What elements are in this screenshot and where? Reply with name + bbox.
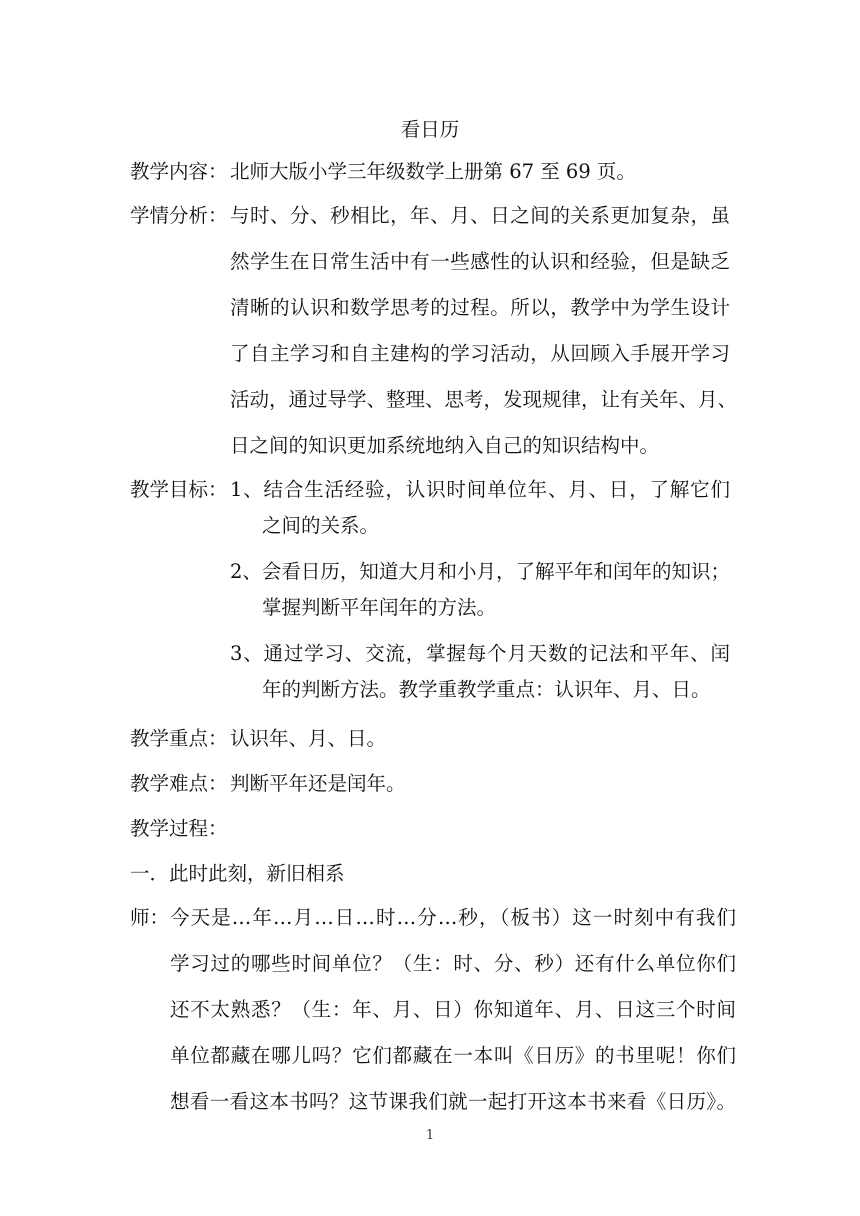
content-text: 北师大版小学三年级数学上册第 67 至 69 页。 — [230, 160, 636, 183]
analysis-line: 活动，通过导学、整理、思考，发现规律，让有关年、月、 — [230, 388, 738, 411]
goal-item: 1、结合生活经验，认识时间单位年、月、日，了解它们 — [230, 478, 730, 501]
difficulty-label: 教学难点： — [130, 772, 228, 795]
teacher-line: 想看一看这本书吗？这节课我们就一起打开这本书来看《日历》。 — [170, 1090, 736, 1113]
goal-item: 2、会看日历，知道大月和小月，了解平年和闰年的知识； — [230, 560, 730, 583]
analysis-label: 学情分析： — [130, 204, 228, 227]
difficulty-text: 判断平年还是闰年。 — [230, 772, 406, 795]
teacher-line: 单位都藏在哪儿吗？它们都藏在一本叫《日历》的书里呢！你们 — [170, 1044, 736, 1067]
content-label: 教学内容： — [130, 160, 228, 183]
analysis-line: 日之间的知识更加系统地纳入自己的知识结构中。 — [230, 434, 660, 457]
goal-item-continued: 年的判断方法。教学重教学重点：认识年、月、日。 — [262, 678, 711, 701]
teacher-label: 师： — [130, 906, 170, 929]
analysis-line: 然学生在日常生活中有一些感性的认识和经验，但是缺乏 — [230, 250, 730, 273]
goal-item: 3、通过学习、交流，掌握每个月天数的记法和平年、闰 — [230, 642, 730, 665]
key-point-label: 教学重点： — [130, 727, 228, 750]
teacher-line: 还不太熟悉？（生：年、月、日）你知道年、月、日这三个时间 — [170, 998, 736, 1021]
page-number: 1 — [425, 1128, 435, 1143]
goal-item-continued: 之间的关系。 — [262, 514, 380, 537]
analysis-line: 了自主学习和自主建构的学习活动，从回顾入手展开学习 — [230, 342, 730, 365]
analysis-line: 清晰的认识和数学思考的过程。所以，教学中为学生设计 — [230, 296, 730, 319]
analysis-line: 与时、分、秒相比，年、月、日之间的关系更加复杂，虽 — [230, 204, 730, 227]
teacher-line: 学习过的哪些时间单位？（生：时、分、秒）还有什么单位你们 — [170, 952, 736, 975]
goal-item-continued: 掌握判断平年闰年的方法。 — [262, 596, 497, 619]
teacher-line: 今天是…年…月…日…时…分…秒，（板书）这一时刻中有我们 — [170, 906, 736, 929]
document-title: 看日历 — [400, 118, 460, 141]
process-label: 教学过程： — [130, 817, 228, 840]
section-heading: 一．此时此刻，新旧相系 — [130, 862, 345, 885]
key-point-text: 认识年、月、日。 — [230, 727, 387, 750]
goals-label: 教学目标： — [130, 478, 228, 501]
